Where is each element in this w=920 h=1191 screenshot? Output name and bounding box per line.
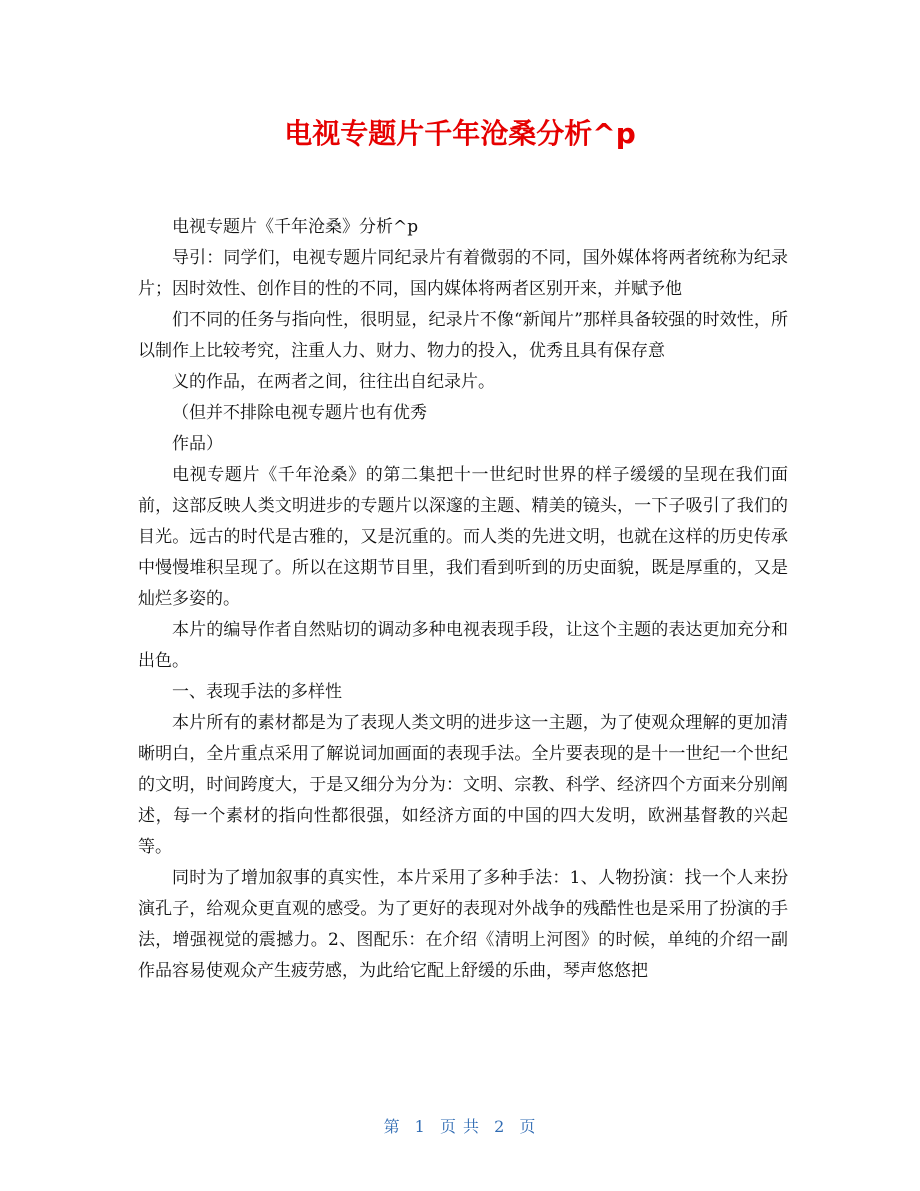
paragraph-2: 本片的编导作者自然贴切的调动多种电视表现手段，让这个主题的表达更加充分和出色。: [138, 620, 788, 671]
paragraph-1: 电视专题片《千年沧桑》的第二集把十一世纪时世界的样子缓缓的呈现在我们面前，这部反映人类文明进步的专题片以深邃的主题、精美的镜头，一下子吸引了我们的目光。远古的时代是古雅的，又是沉重的。而人类的先进文明，也就在这样的历史传承中慢慢堆积呈现了。所以在这期节目里，我们看到听到的历史面貌，既是厚重的，又是灿烂多姿的。: [138, 465, 788, 609]
footer-suffix: 页: [519, 1117, 537, 1136]
subtitle: 电视专题片《千年沧桑》分析^p: [172, 217, 419, 237]
intro-paragraph: [138, 243, 788, 305]
footer-mid: 页 共: [439, 1117, 481, 1136]
footer-page-number: 1: [414, 1117, 426, 1136]
footer-total-pages: 2: [494, 1117, 506, 1136]
intro-line-2: 们不同的任务与指向性，很明显，纪录片不像“新闻片”那样具备较强的时效性，所以制作上比较考究，注重人力、财力、物力的投入，优秀且具有保存意: [138, 310, 788, 361]
intro-line-5: 作品）: [172, 434, 223, 454]
paragraph-4: 同时为了增加叙事的真实性，本片采用了多种手法：1、人物扮演：找一个人来扮演孔子，给观众更直观的感受。为了更好的表现对外战争的残酷性也是采用了扮演的手法，增强视觉的震撼力。2、图配乐：在介绍《清明上河图》的时候，单纯的介绍一副作品容易使观众产生疲劳感，为此给它配上舒缓的乐曲，琴声悠悠把: [138, 868, 788, 981]
paragraph-3: 本片所有的素材都是为了表现人类文明的进步这一主题，为了使观众理解的更加清晰明白，全片重点采用了解说词加画面的表现手法。全片要表现的是十一世纪一个世纪的文明，时间跨度大，于是又细分为分为：文明、宗教、科学、经济四个方面来分别阐述，每一个素材的指向性都很强，如经济方面的中国的四大发明，欧洲基督教的兴起等。: [138, 713, 788, 857]
document-body: [138, 212, 788, 987]
intro-line-4: （但并不排除电视专题片也有优秀: [172, 403, 427, 423]
section-heading-1: 一、表现手法的多样性: [172, 682, 342, 702]
intro-paragraph-2: [138, 305, 788, 367]
footer-prefix: 第: [383, 1117, 401, 1136]
page-footer: [0, 1114, 920, 1137]
intro-line-1: 导引：同学们，电视专题片同纪录片有着微弱的不同，国外媒体将两者统称为纪录片；因时效性、创作目的性的不同，国内媒体将两者区别开来，并赋予他: [138, 248, 788, 299]
document-title: 电视专题片千年沧桑分析^p: [284, 117, 636, 150]
intro-line-3: 义的作品，在两者之间，往往出自纪录片。: [172, 372, 495, 392]
